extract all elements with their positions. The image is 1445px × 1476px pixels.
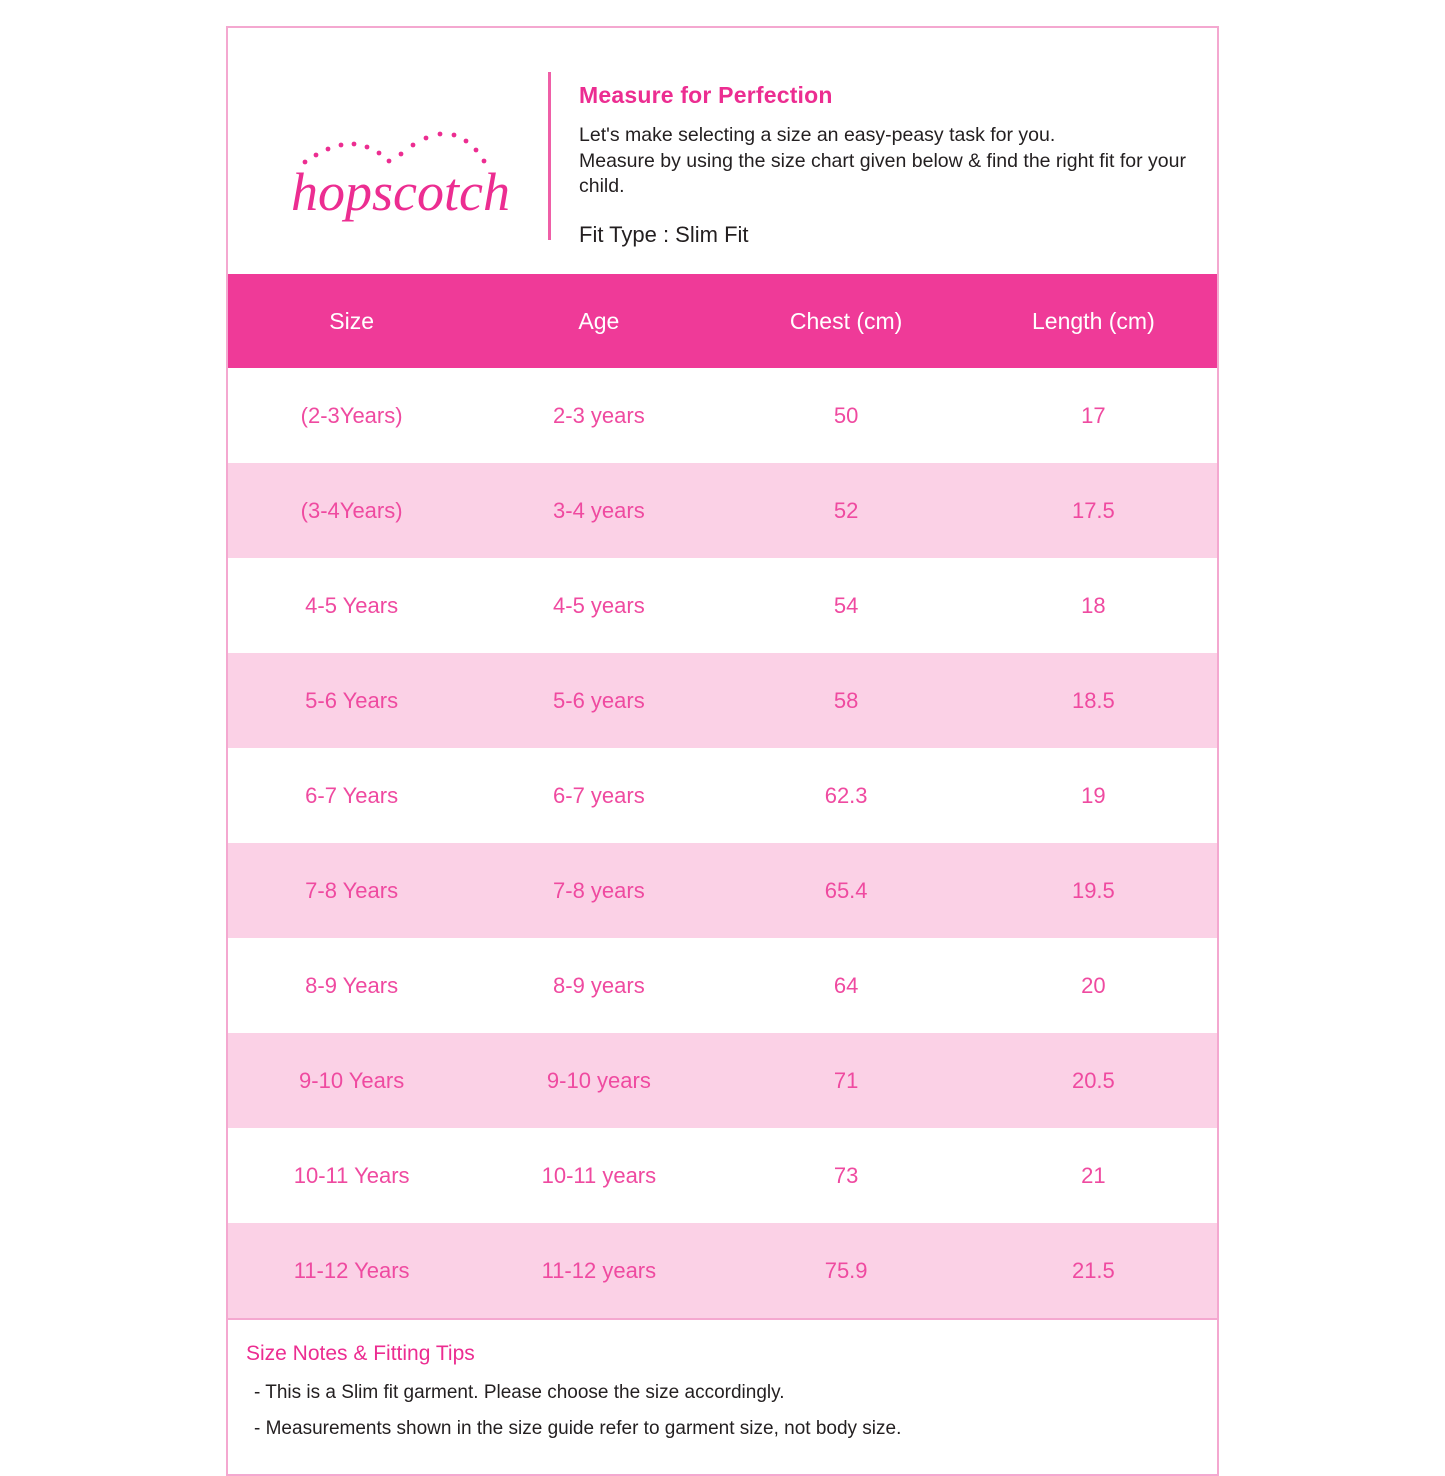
column-header-size: Size — [228, 274, 475, 368]
card-header — [228, 28, 1217, 274]
header-title: Measure for Perfection — [579, 82, 833, 108]
header-divider — [548, 72, 551, 240]
cell-length: 21.5 — [970, 1223, 1217, 1318]
size-note-item: - This is a Slim fit garment. Please choose the size accordingly. — [254, 1382, 785, 1404]
cell-size: (2-3Years) — [228, 368, 475, 463]
table-row — [228, 1223, 1217, 1318]
cell-size: 5-6 Years — [228, 653, 475, 748]
cell-length: 20 — [970, 938, 1217, 1033]
cell-size: 10-11 Years — [228, 1128, 475, 1223]
size-note-item: - Measurements shown in the size guide refer to garment size, not body size. — [254, 1418, 902, 1440]
cell-size: 7-8 Years — [228, 843, 475, 938]
cell-age: 11-12 years — [475, 1223, 722, 1318]
cell-length: 19 — [970, 748, 1217, 843]
column-header-chest: Chest (cm) — [723, 274, 970, 368]
table-row — [228, 558, 1217, 653]
cell-age: 2-3 years — [475, 368, 722, 463]
hopscotch-logo-icon — [283, 118, 523, 228]
cell-size: (3-4Years) — [228, 463, 475, 558]
cell-age: 3-4 years — [475, 463, 722, 558]
cell-chest: 52 — [723, 463, 970, 558]
cell-age: 6-7 years — [475, 748, 722, 843]
header-text-block — [579, 62, 1187, 248]
table-row — [228, 843, 1217, 938]
table-row — [228, 653, 1217, 748]
cell-age: 7-8 years — [475, 843, 722, 938]
size-notes-section — [228, 1318, 1217, 1474]
column-header-age: Age — [475, 274, 722, 368]
cell-age: 4-5 years — [475, 558, 722, 653]
cell-chest: 75.9 — [723, 1223, 970, 1318]
table-row — [228, 938, 1217, 1033]
size-notes-title: Size Notes & Fitting Tips — [246, 1342, 475, 1366]
cell-length: 17 — [970, 368, 1217, 463]
cell-length: 17.5 — [970, 463, 1217, 558]
cell-size: 11-12 Years — [228, 1223, 475, 1318]
cell-size: 4-5 Years — [228, 558, 475, 653]
cell-length: 19.5 — [970, 843, 1217, 938]
table-row — [228, 368, 1217, 463]
cell-length: 20.5 — [970, 1033, 1217, 1128]
cell-age: 5-6 years — [475, 653, 722, 748]
cell-chest: 64 — [723, 938, 970, 1033]
cell-size: 6-7 Years — [228, 748, 475, 843]
cell-size: 9-10 Years — [228, 1033, 475, 1128]
brand-wordmark: hopscotch — [291, 162, 510, 222]
cell-length: 18.5 — [970, 653, 1217, 748]
size-chart-card — [226, 26, 1219, 1476]
table-row — [228, 1128, 1217, 1223]
cell-chest: 71 — [723, 1033, 970, 1128]
size-table-head — [228, 274, 1217, 368]
cell-chest: 58 — [723, 653, 970, 748]
fit-type: Fit Type : Slim Fit — [579, 222, 749, 248]
header-line-1: Let's make selecting a size an easy-peasy task for you. — [579, 124, 1056, 146]
cell-chest: 50 — [723, 368, 970, 463]
cell-size: 8-9 Years — [228, 938, 475, 1033]
cell-length: 21 — [970, 1128, 1217, 1223]
table-row — [228, 1033, 1217, 1128]
table-row — [228, 748, 1217, 843]
table-row — [228, 463, 1217, 558]
header-line-2: Measure by using the size chart given below & find the right fit for your child. — [579, 149, 1186, 198]
cell-chest: 73 — [723, 1128, 970, 1223]
cell-age: 10-11 years — [475, 1128, 722, 1223]
cell-chest: 54 — [723, 558, 970, 653]
cell-chest: 62.3 — [723, 748, 970, 843]
cell-age: 8-9 years — [475, 938, 722, 1033]
cell-length: 18 — [970, 558, 1217, 653]
brand-logo — [258, 62, 548, 228]
cell-chest: 65.4 — [723, 843, 970, 938]
cell-age: 9-10 years — [475, 1033, 722, 1128]
size-table-body — [228, 368, 1217, 1318]
size-table — [228, 274, 1217, 1318]
column-header-length: Length (cm) — [970, 274, 1217, 368]
table-header-row — [228, 274, 1217, 368]
